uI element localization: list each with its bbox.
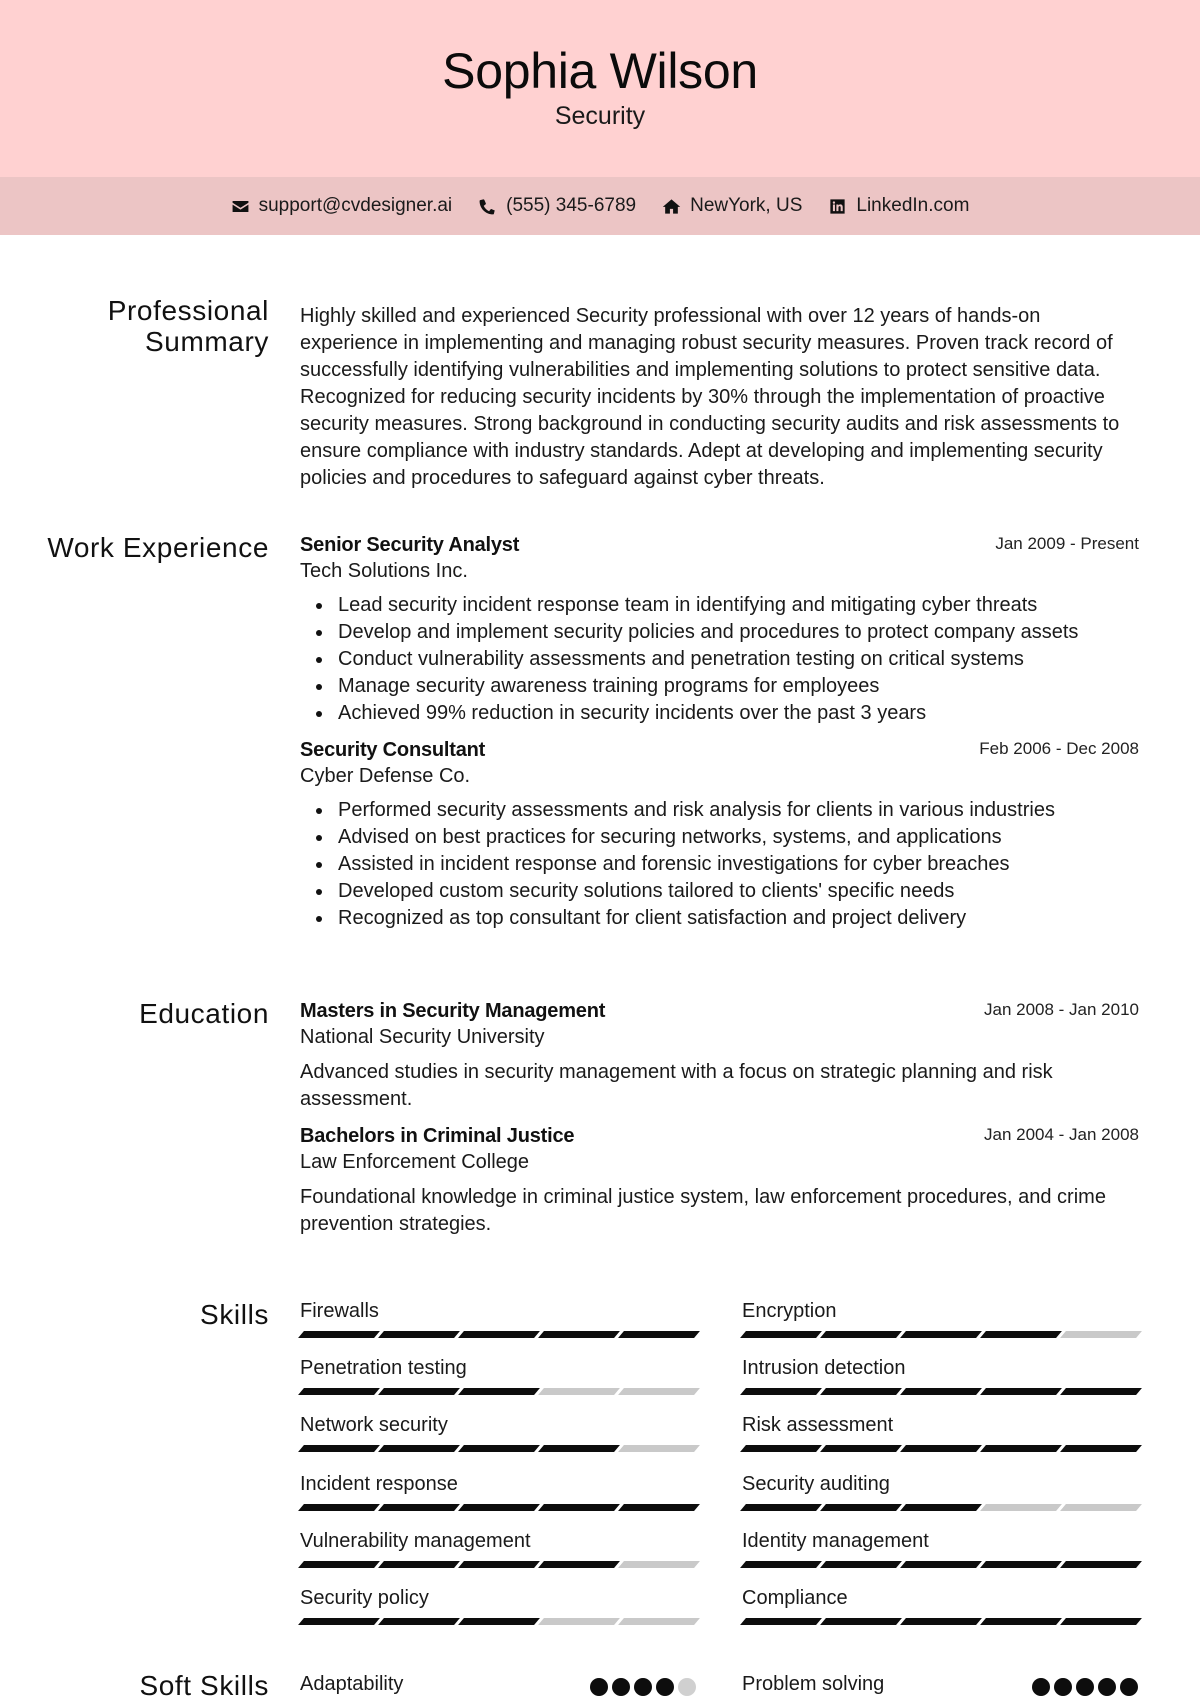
skill-level-segment xyxy=(378,1504,460,1511)
job-bullet: Achieved 99% reduction in security incidents over the past 3 years xyxy=(300,700,1139,727)
contact-phone[interactable] xyxy=(478,195,636,217)
skill-level-segment xyxy=(458,1504,540,1511)
skill-item xyxy=(742,1529,1138,1579)
contact-email[interactable] xyxy=(231,195,453,217)
skill-level-segment xyxy=(378,1445,460,1452)
degree-date: Jan 2008 - Jan 2010 xyxy=(983,1000,1139,1019)
skill-level-segment xyxy=(618,1445,700,1452)
skill-name: Intrusion detection xyxy=(742,1357,906,1379)
skill-level-segment xyxy=(458,1331,540,1338)
skill-name: Incident response xyxy=(300,1473,458,1495)
skill-item xyxy=(742,1586,1138,1636)
skill-level-bar xyxy=(301,1331,697,1338)
skill-level-segment xyxy=(458,1445,540,1452)
candidate-role: Security xyxy=(554,102,646,130)
job-entry xyxy=(300,737,1139,932)
skill-level-segment xyxy=(378,1388,460,1395)
skill-name: Network security xyxy=(300,1414,448,1436)
phone-icon xyxy=(478,197,497,216)
rating-dot xyxy=(1076,1678,1094,1696)
contact-location-text: NewYork, US xyxy=(690,195,803,216)
rating-dot xyxy=(1098,1678,1116,1696)
skill-item xyxy=(742,1356,1138,1406)
skill-level-bar xyxy=(301,1618,697,1625)
skill-level-segment xyxy=(980,1445,1062,1452)
skill-level-segment xyxy=(820,1504,902,1511)
degree-description: Advanced studies in security management with a focus on strategic planning and risk assessment. xyxy=(300,1061,1053,1110)
skill-level-segment xyxy=(618,1331,700,1338)
skill-level-segment xyxy=(900,1445,982,1452)
skill-level-segment xyxy=(1060,1504,1142,1511)
job-bullet: Performed security assessments and risk analysis for clients in various industries xyxy=(300,797,1139,824)
skill-level-segment xyxy=(538,1445,620,1452)
job-date: Feb 2006 - Dec 2008 xyxy=(979,739,1139,758)
skill-level-segment xyxy=(740,1618,822,1625)
degree-title: Bachelors in Criminal Justice xyxy=(300,1125,575,1147)
rating-dot xyxy=(656,1678,674,1696)
skill-level-bar xyxy=(301,1445,697,1452)
skill-level-segment xyxy=(900,1331,982,1338)
skill-level-segment xyxy=(378,1618,460,1625)
skill-level-segment xyxy=(298,1504,380,1511)
contact-linkedin[interactable] xyxy=(828,195,969,217)
job-bullets xyxy=(300,592,1139,727)
skill-level-segment xyxy=(740,1388,822,1395)
skill-name: Encryption xyxy=(742,1300,837,1322)
soft-skill-rating xyxy=(590,1678,696,1696)
skill-level-segment xyxy=(1060,1618,1142,1625)
skill-level-segment xyxy=(980,1388,1062,1395)
contact-email-text: support@cvdesigner.ai xyxy=(258,195,453,216)
rating-dot xyxy=(678,1678,696,1696)
job-bullet: Advised on best practices for securing networks, systems, and applications xyxy=(300,824,1139,851)
skill-level-segment xyxy=(298,1331,380,1338)
job-bullet: Recognized as top consultant for client satisfaction and project delivery xyxy=(300,905,1139,932)
skill-level-bar xyxy=(743,1504,1139,1511)
home-icon xyxy=(662,197,681,216)
skill-level-bar xyxy=(743,1618,1139,1625)
soft-skill-item xyxy=(742,1672,1138,1702)
degree-description: Foundational knowledge in criminal justice system, law enforcement procedures, and crime prevention strategies. xyxy=(300,1186,1106,1235)
skill-item xyxy=(742,1472,1138,1522)
skill-level-segment xyxy=(980,1331,1062,1338)
skill-level-segment xyxy=(820,1388,902,1395)
soft-skill-item xyxy=(300,1672,696,1702)
skill-level-segment xyxy=(740,1445,822,1452)
rating-dot xyxy=(634,1678,652,1696)
skill-level-segment xyxy=(618,1504,700,1511)
work-list xyxy=(300,532,1139,932)
skill-item xyxy=(300,1586,696,1636)
skill-level-segment xyxy=(820,1445,902,1452)
skill-level-segment xyxy=(740,1331,822,1338)
skill-level-segment xyxy=(740,1561,822,1568)
skill-level-segment xyxy=(618,1561,700,1568)
rating-dot xyxy=(612,1678,630,1696)
skill-name: Firewalls xyxy=(300,1300,379,1322)
skill-level-segment xyxy=(458,1561,540,1568)
skill-level-segment xyxy=(538,1331,620,1338)
skill-level-segment xyxy=(618,1618,700,1625)
skill-level-bar xyxy=(301,1388,697,1395)
job-bullet: Developed custom security solutions tailored to clients' specific needs xyxy=(300,878,1139,905)
skill-level-segment xyxy=(538,1504,620,1511)
contact-bar xyxy=(0,177,1200,235)
skill-level-segment xyxy=(900,1388,982,1395)
skill-level-bar xyxy=(743,1445,1139,1452)
skill-name: Risk assessment xyxy=(742,1414,894,1436)
resume-header xyxy=(0,0,1200,177)
skill-level-segment xyxy=(980,1561,1062,1568)
skill-level-segment xyxy=(458,1618,540,1625)
summary-heading: Professional Summary xyxy=(107,295,269,357)
soft-skills-heading: Soft Skills xyxy=(139,1670,269,1701)
skill-name: Identity management xyxy=(742,1530,929,1552)
job-bullets xyxy=(300,797,1139,932)
skill-item xyxy=(300,1299,696,1349)
skill-item xyxy=(300,1529,696,1579)
soft-skill-name: Problem solving xyxy=(742,1673,885,1695)
skill-level-segment xyxy=(900,1561,982,1568)
skill-level-segment xyxy=(1060,1331,1142,1338)
skill-name: Compliance xyxy=(742,1587,848,1609)
skill-level-segment xyxy=(900,1618,982,1625)
skill-item xyxy=(742,1299,1138,1349)
work-heading: Work Experience xyxy=(47,532,269,563)
skill-level-segment xyxy=(378,1331,460,1338)
skill-level-segment xyxy=(1060,1445,1142,1452)
skill-level-segment xyxy=(980,1504,1062,1511)
job-bullet: Develop and implement security policies and procedures to protect company assets xyxy=(300,619,1139,646)
skill-level-segment xyxy=(820,1618,902,1625)
rating-dot xyxy=(1032,1678,1050,1696)
job-bullet: Conduct vulnerability assessments and penetration testing on critical systems xyxy=(300,646,1139,673)
skill-level-segment xyxy=(298,1388,380,1395)
rating-dot xyxy=(1120,1678,1138,1696)
skill-level-segment xyxy=(298,1561,380,1568)
job-bullet: Assisted in incident response and forensic investigations for cyber breaches xyxy=(300,851,1139,878)
candidate-name: Sophia Wilson xyxy=(442,43,758,99)
linkedin-icon xyxy=(828,197,847,216)
contact-phone-text: (555) 345-6789 xyxy=(506,195,637,216)
skill-item xyxy=(300,1356,696,1406)
contact-linkedin-text: LinkedIn.com xyxy=(856,195,970,216)
job-company: Cyber Defense Co. xyxy=(300,765,471,787)
skill-level-segment xyxy=(1060,1388,1142,1395)
school-name: National Security University xyxy=(300,1026,545,1048)
skill-level-segment xyxy=(1060,1561,1142,1568)
education-list xyxy=(300,998,1139,1238)
soft-skill-name: Adaptability xyxy=(300,1673,404,1695)
soft-skill-rating xyxy=(1032,1678,1138,1696)
job-bullet: Manage security awareness training programs for employees xyxy=(300,673,1139,700)
skill-level-bar xyxy=(743,1388,1139,1395)
job-company: Tech Solutions Inc. xyxy=(300,560,468,582)
job-entry xyxy=(300,532,1139,727)
job-title: Senior Security Analyst xyxy=(300,534,520,556)
skill-item xyxy=(742,1413,1138,1463)
skill-level-segment xyxy=(538,1388,620,1395)
skill-item xyxy=(300,1472,696,1522)
education-heading: Education xyxy=(139,998,269,1029)
degree-title: Masters in Security Management xyxy=(300,1000,606,1022)
skill-name: Vulnerability management xyxy=(300,1530,531,1552)
job-bullet: Lead security incident response team in identifying and mitigating cyber threats xyxy=(300,592,1139,619)
contact-location xyxy=(662,195,802,217)
job-title: Security Consultant xyxy=(300,739,486,761)
rating-dot xyxy=(590,1678,608,1696)
skill-level-segment xyxy=(538,1618,620,1625)
skill-level-segment xyxy=(980,1618,1062,1625)
skill-level-bar xyxy=(301,1561,697,1568)
rating-dot xyxy=(1054,1678,1072,1696)
skill-level-bar xyxy=(743,1561,1139,1568)
skill-level-segment xyxy=(820,1331,902,1338)
skill-level-segment xyxy=(378,1561,460,1568)
skill-level-segment xyxy=(820,1561,902,1568)
education-entry xyxy=(300,998,1139,1113)
skill-level-segment xyxy=(900,1504,982,1511)
skill-level-segment xyxy=(538,1561,620,1568)
skill-level-bar xyxy=(301,1504,697,1511)
skill-level-segment xyxy=(298,1618,380,1625)
skill-level-bar xyxy=(743,1331,1139,1338)
skill-item xyxy=(300,1413,696,1463)
skill-level-segment xyxy=(618,1388,700,1395)
degree-date: Jan 2004 - Jan 2008 xyxy=(983,1125,1139,1144)
school-name: Law Enforcement College xyxy=(300,1151,530,1173)
skill-name: Security auditing xyxy=(742,1473,890,1495)
education-entry xyxy=(300,1123,1139,1238)
skill-level-segment xyxy=(740,1504,822,1511)
skill-level-segment xyxy=(458,1388,540,1395)
skills-heading: Skills xyxy=(200,1299,269,1330)
skill-name: Penetration testing xyxy=(300,1357,467,1379)
skill-level-segment xyxy=(298,1445,380,1452)
summary-text: Highly skilled and experienced Security professional with over 12 years of hands-on experience in implementing and managing robust security measures. Proven track record of successfully identifying vulnerabilities and implementing solutions to protect sensitive data. Recognized for reducing security incidents by 30% through the implementation of proactive security measures. Strong background in conducting security audits and risk assessments to ensure compliance with industry standards. Adept at developing and implementing security policies and procedures to safeguard against cyber threats. xyxy=(300,305,1120,489)
job-date: Jan 2009 - Present xyxy=(995,534,1139,553)
envelope-icon xyxy=(231,197,250,216)
skill-name: Security policy xyxy=(300,1587,429,1609)
